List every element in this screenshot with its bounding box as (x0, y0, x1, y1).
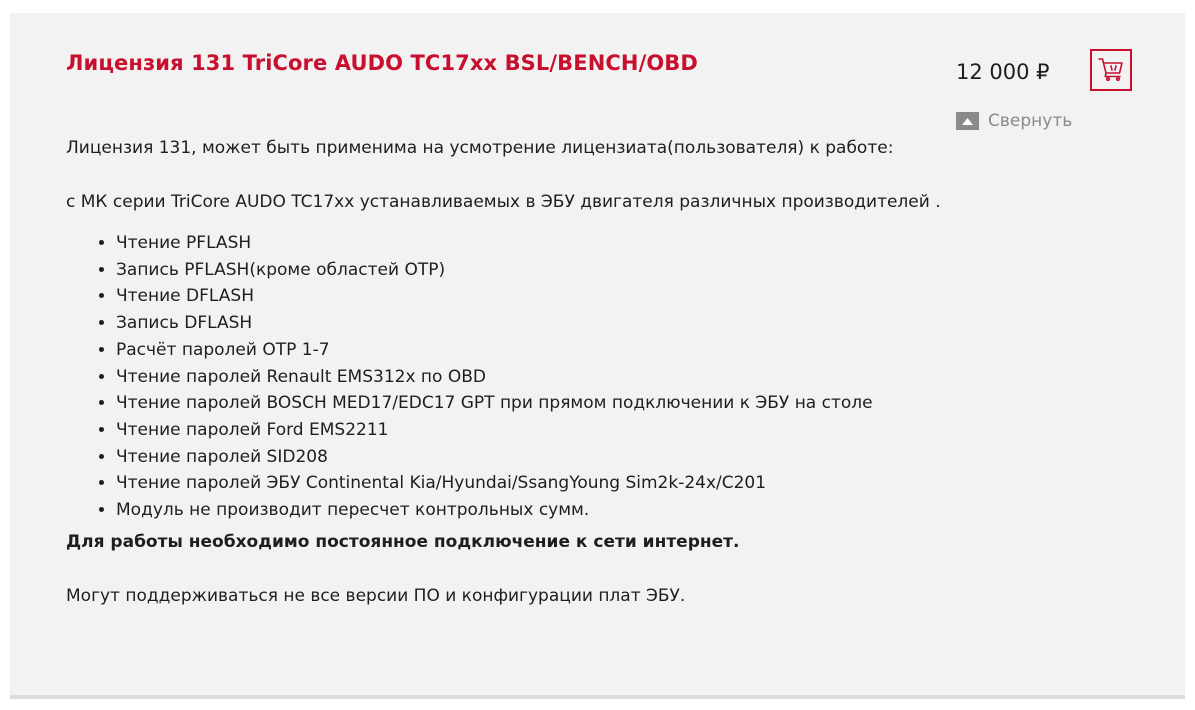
list-item: • Чтение паролей SID208 (116, 444, 946, 471)
list-item: • Чтение паролей ЭБУ Continental Kia/Hyundai/SsangYoung Sim2k-24x/C201 (116, 470, 946, 497)
shopping-cart-icon (1098, 57, 1124, 84)
card-bottom-divider (10, 695, 1185, 699)
product-title: Лицензия 131 TriCore AUDO TC17xx BSL/BENCH/OBD (66, 51, 698, 75)
add-to-cart-button[interactable] (1090, 49, 1132, 91)
description-mk: с МК серии TriCore AUDO TC17xx устанавливаемых в ЭБУ двигателя различных производителей . (66, 192, 941, 212)
collapse-toggle[interactable] (956, 111, 1072, 131)
list-item: • Модуль не производит пересчет контрольных сумм. (116, 497, 946, 524)
list-item: • Чтение паролей Ford EMS2211 (116, 417, 946, 444)
product-description (66, 135, 946, 610)
feature-list (66, 230, 946, 524)
versions-note: Могут поддерживаться не все версии ПО и конфигурации плат ЭБУ. (66, 585, 686, 606)
list-item: • Чтение PFLASH (116, 230, 946, 257)
internet-note: Для работы необходимо постоянное подключение к сети интернет. (66, 531, 740, 552)
list-item: • Запись PFLASH(кроме областей OTP) (116, 257, 946, 284)
description-intro: Лицензия 131, может быть применима на усмотрение лицензиата(пользователя) к работе: (66, 138, 894, 158)
caret-up-icon (956, 112, 979, 130)
list-item: • Чтение DFLASH (116, 283, 946, 310)
product-card (10, 13, 1185, 695)
list-item: • Чтение паролей BOSCH MED17/EDC17 GPT при прямом подключении к ЭБУ на столе (116, 390, 946, 417)
list-item: • Расчёт паролей OTP 1-7 (116, 337, 946, 364)
collapse-label: Свернуть (988, 111, 1073, 131)
product-price: 12 000 ₽ (956, 60, 1050, 84)
list-item: • Чтение паролей Renault EMS312x по OBD (116, 364, 946, 391)
list-item: • Запись DFLASH (116, 310, 946, 337)
